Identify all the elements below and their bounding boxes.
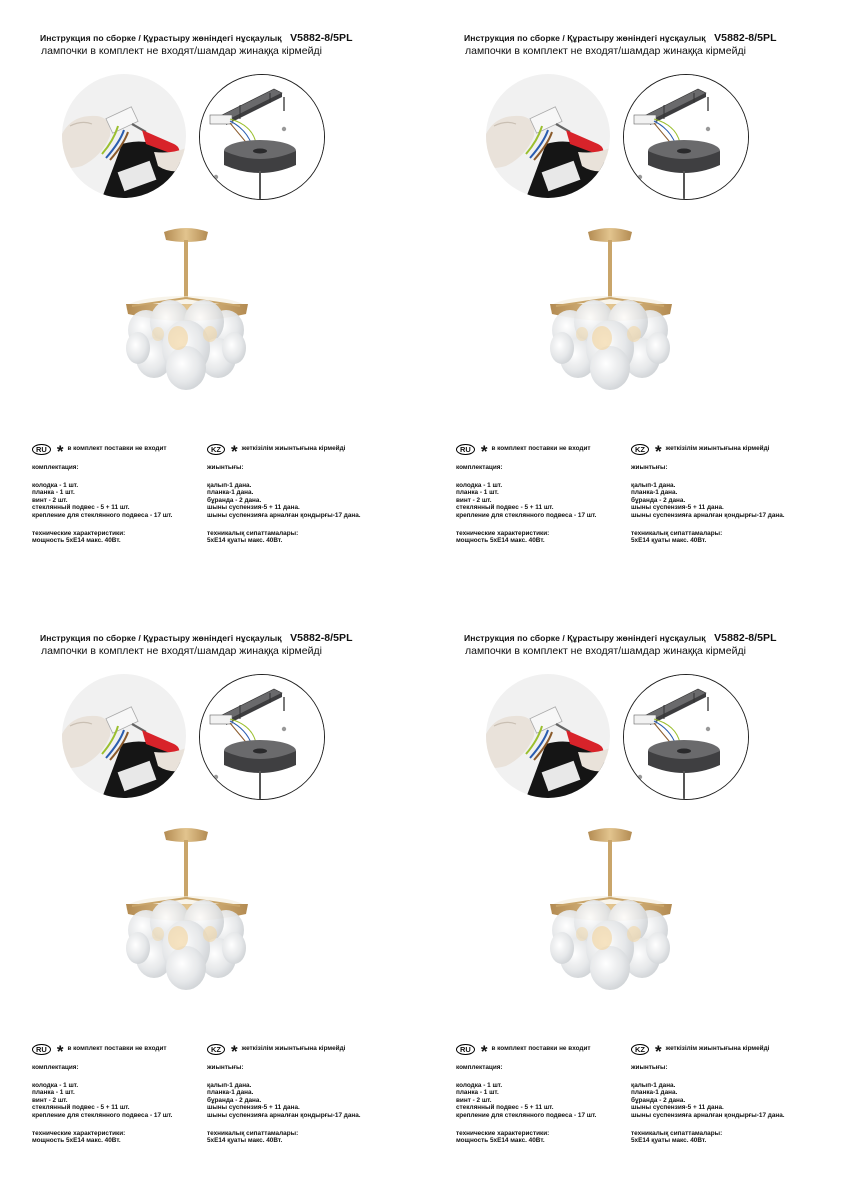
ru-kit-list <box>32 482 204 520</box>
ru-tech-value: мощность 5хЕ14 макс. 40Вт. <box>32 1137 121 1145</box>
kz-kit-item: қалып-1 дана. <box>631 481 676 489</box>
ru-kit-item: крепление для стеклянного подвеса - 17 шт. <box>456 1111 597 1119</box>
wiring-photo <box>62 74 186 198</box>
ru-not-included-note: в комплект поставки не входит <box>67 445 167 453</box>
kz-not-included-note: жеткізілім жиынтығына кірмейді <box>665 445 770 453</box>
ru-specification <box>456 441 628 545</box>
mounting-diagram <box>199 74 325 200</box>
asterisk-icon: * <box>655 442 662 461</box>
ru-badge: RU <box>32 1044 51 1055</box>
kz-kit-item: қалып-1 дана. <box>631 1081 676 1089</box>
bulbs-not-included-note: лампочки в комплект не входят/шамдар жинаққа кірмейді <box>465 45 746 57</box>
ru-badge: RU <box>456 1044 475 1055</box>
kz-kit-list <box>207 482 417 520</box>
kz-tech-value: 5хЕ14 қуаты макс. 40Вт. <box>207 1137 283 1145</box>
kz-tech-heading: техникалық сипаттамалары: <box>631 1129 723 1137</box>
kz-kit-list <box>631 482 841 520</box>
bulbs-not-included-note: лампочки в комплект не входят/шамдар жинаққа кірмейді <box>41 45 322 57</box>
asterisk-icon: * <box>56 442 64 461</box>
ru-specification <box>32 1041 204 1145</box>
mounting-diagram <box>623 674 749 800</box>
chandelier-image <box>118 818 258 998</box>
kz-specification <box>207 441 417 545</box>
ru-kit-list <box>456 482 628 520</box>
wiring-photo <box>486 674 610 798</box>
kz-kit-item: планка-1 дана. <box>631 489 678 497</box>
ru-tech-value: мощность 5хЕ14 макс. 40Вт. <box>32 537 121 545</box>
kz-badge: KZ <box>207 444 225 455</box>
ru-kit-item: стеклянный подвес - 5 + 11 шт. <box>456 504 554 512</box>
sheet-header <box>464 32 844 57</box>
ru-kit-item: планка - 1 шт. <box>456 1089 499 1097</box>
kz-kit-heading: жиынтығы: <box>631 464 668 471</box>
chandelier-image <box>542 818 682 998</box>
kz-specification <box>207 1041 417 1145</box>
kz-kit-item: планка-1 дана. <box>207 489 254 497</box>
ru-kit-item: планка - 1 шт. <box>32 489 75 497</box>
kz-kit-item: шыны суспензияға арналған қондырғы-17 дана. <box>631 511 785 519</box>
model-number: V5882-8/5PL <box>290 632 353 644</box>
kz-kit-item: бұранда - 2 дана. <box>207 1096 262 1104</box>
ru-kit-item: винт - 2 шт. <box>456 1096 492 1104</box>
kz-specification <box>631 1041 841 1145</box>
model-number: V5882-8/5PL <box>714 32 777 44</box>
kz-kit-item: қалып-1 дана. <box>207 481 252 489</box>
instruction-sheet <box>0 0 424 600</box>
wiring-photo <box>62 674 186 798</box>
model-number: V5882-8/5PL <box>290 32 353 44</box>
kz-tech-value: 5хЕ14 қуаты макс. 40Вт. <box>631 537 707 545</box>
ru-not-included-note: в комплект поставки не входит <box>491 445 591 453</box>
sheet-title: Инструкция по сборке / Құрастыру жөніндегі нұсқаулық <box>40 33 282 43</box>
chandelier-image <box>542 218 682 398</box>
asterisk-icon: * <box>56 1042 64 1061</box>
ru-badge: RU <box>32 444 51 455</box>
kz-kit-item: шыны суспензия-5 + 11 дана. <box>207 504 300 512</box>
ru-kit-item: крепление для стеклянного подвеса - 17 шт. <box>32 1111 173 1119</box>
ru-kit-item: планка - 1 шт. <box>32 1089 75 1097</box>
ru-badge: RU <box>456 444 475 455</box>
sheet-title: Инструкция по сборке / Құрастыру жөніндегі нұсқаулық <box>464 633 706 643</box>
ru-tech-heading: технические характеристики: <box>32 529 126 537</box>
ru-specification <box>456 1041 628 1145</box>
kz-kit-item: бұранда - 2 дана. <box>631 496 686 504</box>
ru-tech-value: мощность 5хЕ14 макс. 40Вт. <box>456 1137 545 1145</box>
kz-tech-value: 5хЕ14 қуаты макс. 40Вт. <box>631 1137 707 1145</box>
instruction-sheet <box>0 600 424 1200</box>
chandelier-image <box>118 218 258 398</box>
ru-kit-heading: комплектация: <box>456 1064 503 1071</box>
ru-kit-item: колодка - 1 шт. <box>32 1081 79 1089</box>
ru-kit-item: колодка - 1 шт. <box>456 481 503 489</box>
kz-badge: KZ <box>631 1044 649 1055</box>
kz-kit-item: планка-1 дана. <box>631 1089 678 1097</box>
kz-kit-list <box>631 1082 841 1120</box>
asterisk-icon: * <box>231 442 238 461</box>
ru-kit-heading: комплектация: <box>32 464 79 471</box>
kz-kit-heading: жиынтығы: <box>631 1064 668 1071</box>
model-number: V5882-8/5PL <box>714 632 777 644</box>
wiring-photo <box>486 74 610 198</box>
mounting-diagram <box>623 74 749 200</box>
ru-tech-heading: технические характеристики: <box>456 1129 550 1137</box>
kz-kit-item: шыны суспензия-5 + 11 дана. <box>631 1104 724 1112</box>
kz-kit-item: шыны суспензияға арналған қондырғы-17 дана. <box>207 1111 361 1119</box>
ru-kit-item: планка - 1 шт. <box>456 489 499 497</box>
kz-kit-heading: жиынтығы: <box>207 1064 244 1071</box>
ru-kit-item: крепление для стеклянного подвеса - 17 шт. <box>32 511 173 519</box>
asterisk-icon: * <box>480 1042 488 1061</box>
ru-tech-heading: технические характеристики: <box>32 1129 126 1137</box>
ru-kit-item: стеклянный подвес - 5 + 11 шт. <box>32 1104 130 1112</box>
ru-kit-heading: комплектация: <box>456 464 503 471</box>
kz-not-included-note: жеткізілім жиынтығына кірмейді <box>665 1045 770 1053</box>
ru-tech-value: мощность 5хЕ14 макс. 40Вт. <box>456 537 545 545</box>
ru-kit-item: колодка - 1 шт. <box>456 1081 503 1089</box>
ru-specification <box>32 441 204 545</box>
kz-tech-value: 5хЕ14 қуаты макс. 40Вт. <box>207 537 283 545</box>
ru-not-included-note: в комплект поставки не входит <box>491 1045 591 1053</box>
kz-specification <box>631 441 841 545</box>
sheet-header <box>40 632 420 657</box>
kz-badge: KZ <box>631 444 649 455</box>
sheet-header <box>464 632 844 657</box>
kz-kit-item: шыны суспензия-5 + 11 дана. <box>631 504 724 512</box>
kz-kit-list <box>207 1082 417 1120</box>
bulbs-not-included-note: лампочки в комплект не входят/шамдар жинаққа кірмейді <box>41 645 322 657</box>
sheet-header <box>40 32 420 57</box>
instruction-sheet <box>424 600 848 1200</box>
ru-kit-list <box>32 1082 204 1120</box>
kz-not-included-note: жеткізілім жиынтығына кірмейді <box>241 445 346 453</box>
sheet-title: Инструкция по сборке / Құрастыру жөніндегі нұсқаулық <box>464 33 706 43</box>
kz-kit-item: бұранда - 2 дана. <box>207 496 262 504</box>
asterisk-icon: * <box>655 1042 662 1061</box>
ru-kit-item: стеклянный подвес - 5 + 11 шт. <box>456 1104 554 1112</box>
kz-not-included-note: жеткізілім жиынтығына кірмейді <box>241 1045 346 1053</box>
kz-kit-item: шыны суспензия-5 + 11 дана. <box>207 1104 300 1112</box>
kz-tech-heading: техникалық сипаттамалары: <box>631 529 723 537</box>
mounting-diagram <box>199 674 325 800</box>
kz-tech-heading: техникалық сипаттамалары: <box>207 1129 299 1137</box>
ru-not-included-note: в комплект поставки не входит <box>67 1045 167 1053</box>
kz-kit-item: планка-1 дана. <box>207 1089 254 1097</box>
bulbs-not-included-note: лампочки в комплект не входят/шамдар жинаққа кірмейді <box>465 645 746 657</box>
ru-kit-item: колодка - 1 шт. <box>32 481 79 489</box>
ru-tech-heading: технические характеристики: <box>456 529 550 537</box>
ru-kit-item: винт - 2 шт. <box>32 496 68 504</box>
kz-badge: KZ <box>207 1044 225 1055</box>
ru-kit-heading: комплектация: <box>32 1064 79 1071</box>
kz-kit-item: бұранда - 2 дана. <box>631 1096 686 1104</box>
sheet-title: Инструкция по сборке / Құрастыру жөніндегі нұсқаулық <box>40 633 282 643</box>
kz-kit-item: шыны суспензияға арналған қондырғы-17 дана. <box>207 511 361 519</box>
ru-kit-list <box>456 1082 628 1120</box>
kz-tech-heading: техникалық сипаттамалары: <box>207 529 299 537</box>
ru-kit-item: винт - 2 шт. <box>456 496 492 504</box>
asterisk-icon: * <box>480 442 488 461</box>
ru-kit-item: винт - 2 шт. <box>32 1096 68 1104</box>
kz-kit-item: қалып-1 дана. <box>207 1081 252 1089</box>
ru-kit-item: крепление для стеклянного подвеса - 17 шт. <box>456 511 597 519</box>
kz-kit-item: шыны суспензияға арналған қондырғы-17 дана. <box>631 1111 785 1119</box>
kz-kit-heading: жиынтығы: <box>207 464 244 471</box>
asterisk-icon: * <box>231 1042 238 1061</box>
instruction-sheet <box>424 0 848 600</box>
ru-kit-item: стеклянный подвес - 5 + 11 шт. <box>32 504 130 512</box>
